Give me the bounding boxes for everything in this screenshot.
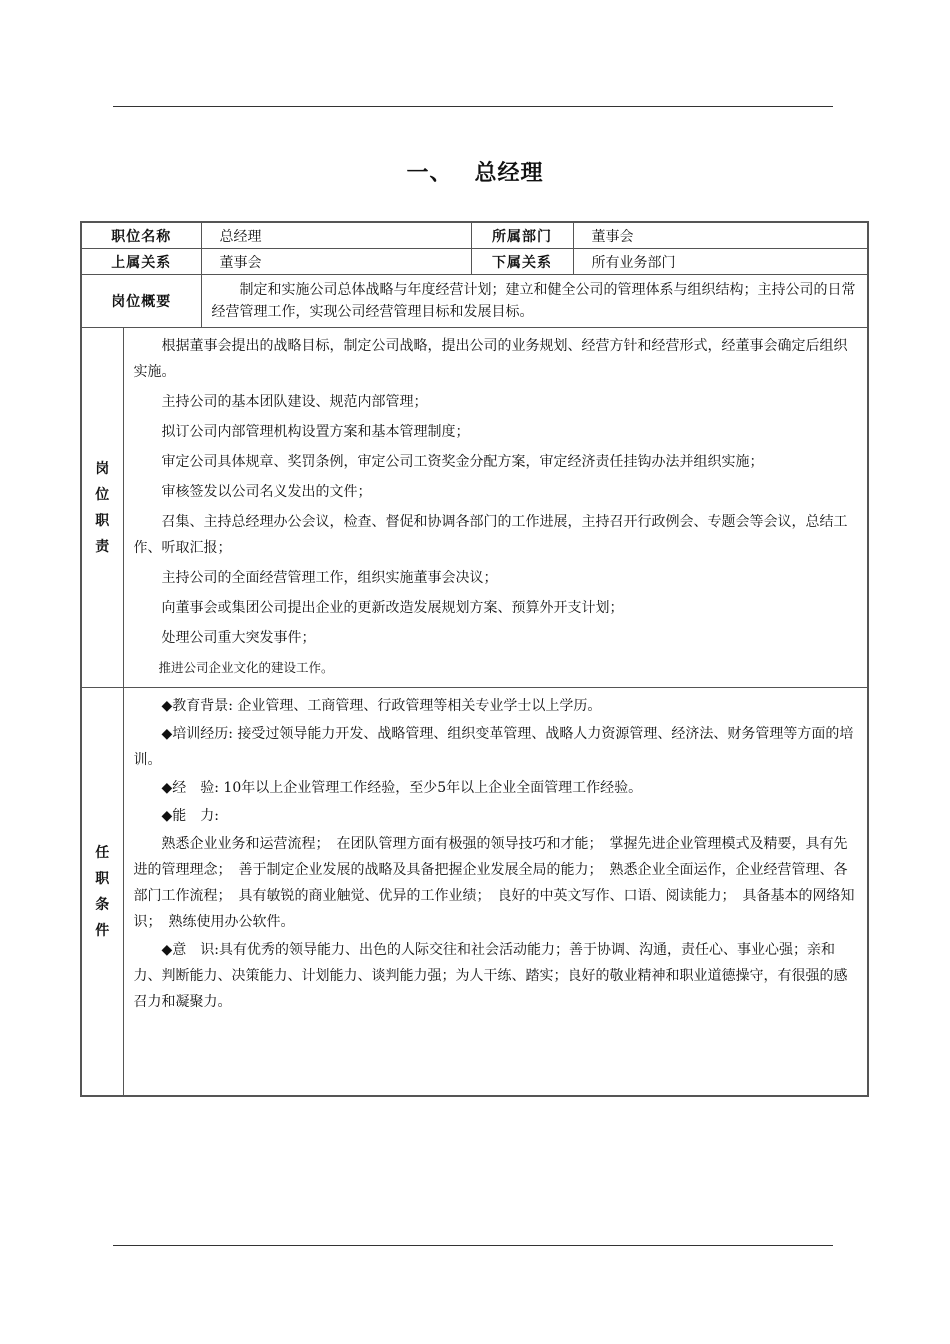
label-subordinate: 下属关系 <box>471 249 573 275</box>
label-duties-char: 岗 <box>95 460 110 477</box>
table-row-position <box>81 222 868 249</box>
header-rule <box>113 106 833 107</box>
list-item: ◆培训经历: 接受过领导能力开发、战略管理、组织变革管理、战略人力资源管理、经济法、财务管理等方面的培训。 <box>133 726 854 768</box>
table-row-duties <box>81 328 868 688</box>
label-duties-char: 责 <box>95 538 110 555</box>
list-item: 拟订公司内部管理机构设置方案和基本管理制度； <box>161 424 470 440</box>
list-item: 处理公司重大突发事件； <box>161 630 316 646</box>
table-row-requirements <box>81 688 868 1097</box>
list-item: 审定公司具体规章、奖罚条例，审定公司工资奖金分配方案，审定经济责任挂钩办法并组织实施； <box>161 454 764 470</box>
list-item: ◆教育背景: 企业管理、工商管理、行政管理等相关专业学士以上学历。 <box>161 698 602 714</box>
label-duties-char: 位 <box>95 486 110 503</box>
value-department: 董事会 <box>573 222 868 249</box>
page-title <box>0 156 950 187</box>
label-requirements-char: 条 <box>95 896 110 913</box>
label-requirements-char: 任 <box>95 844 110 861</box>
list-item: 召集、主持总经理办公会议，检查、督促和协调各部门的工作进展，主持召开行政例会、专题会等会议，总结工作、听取汇报； <box>133 514 848 556</box>
requirements-list <box>123 688 868 1097</box>
list-item: 根据董事会提出的战略目标，制定公司战略，提出公司的业务规划、经营方针和经营形式，经董事会确定后组织实施。 <box>133 338 848 380</box>
label-department: 所属部门 <box>471 222 573 249</box>
list-item: ◆能 力: <box>161 808 219 824</box>
label-requirements-char: 件 <box>95 922 110 939</box>
list-item: 推进公司企业文化的建设工作。 <box>158 660 334 675</box>
list-item: ◆意 识:具有优秀的领导能力、出色的人际交往和社会活动能力；善于协调、沟通，责任心、事业心强；亲和力、判断能力、决策能力、计划能力、谈判能力强；为人干练、踏实；良好的敬业精神和职业道德操守，有很强的感召力和凝聚力。 <box>133 942 848 1010</box>
label-requirements-char: 职 <box>95 870 110 887</box>
duties-list <box>123 328 868 688</box>
label-summary: 岗位概要 <box>81 275 201 328</box>
value-summary: 制定和实施公司总体战略与年度经营计划；建立和健全公司的管理体系与组织结构；主持公司的日常经营管理工作，实现公司经营管理目标和发展目标。 <box>201 275 868 328</box>
label-requirements <box>81 688 123 1097</box>
list-item: 主持公司的基本团队建设、规范内部管理； <box>161 394 428 410</box>
footer-rule <box>113 1245 833 1246</box>
section-title: 总经理 <box>474 161 544 186</box>
list-item: 向董事会或集团公司提出企业的更新改造发展规划方案、预算外开支计划； <box>161 600 624 616</box>
section-number: 一、 <box>406 161 453 186</box>
value-superior: 董事会 <box>201 249 471 275</box>
label-duties <box>81 328 123 688</box>
job-description-table <box>80 221 869 1097</box>
table-row-summary <box>81 275 868 328</box>
table-row-relations <box>81 249 868 275</box>
label-position-name: 职位名称 <box>81 222 201 249</box>
list-item: 主持公司的全面经营管理工作，组织实施董事会决议； <box>161 570 498 586</box>
label-duties-char: 职 <box>95 512 110 529</box>
label-superior: 上属关系 <box>81 249 201 275</box>
value-subordinate: 所有业务部门 <box>573 249 868 275</box>
list-item: 熟悉企业业务和运营流程； 在团队管理方面有极强的领导技巧和才能； 掌握先进企业管理模式及精要，具有先进的管理理念； 善于制定企业发展的战略及具备把握企业发展全局的能力； 熟悉企业全面运作，企业经营管理、各部门工作流程； 具有敏锐的商业触觉、优异的工作业绩； 良好的中英文写作、口语、阅读能力； 具备基本的网络知识； 熟练使用办公软件。 <box>133 836 855 930</box>
value-position-name: 总经理 <box>201 222 471 249</box>
list-item: 审核签发以公司名义发出的文件； <box>161 484 372 500</box>
list-item: ◆经 验: 10年以上企业管理工作经验，至少5年以上企业全面管理工作经验。 <box>161 780 643 796</box>
